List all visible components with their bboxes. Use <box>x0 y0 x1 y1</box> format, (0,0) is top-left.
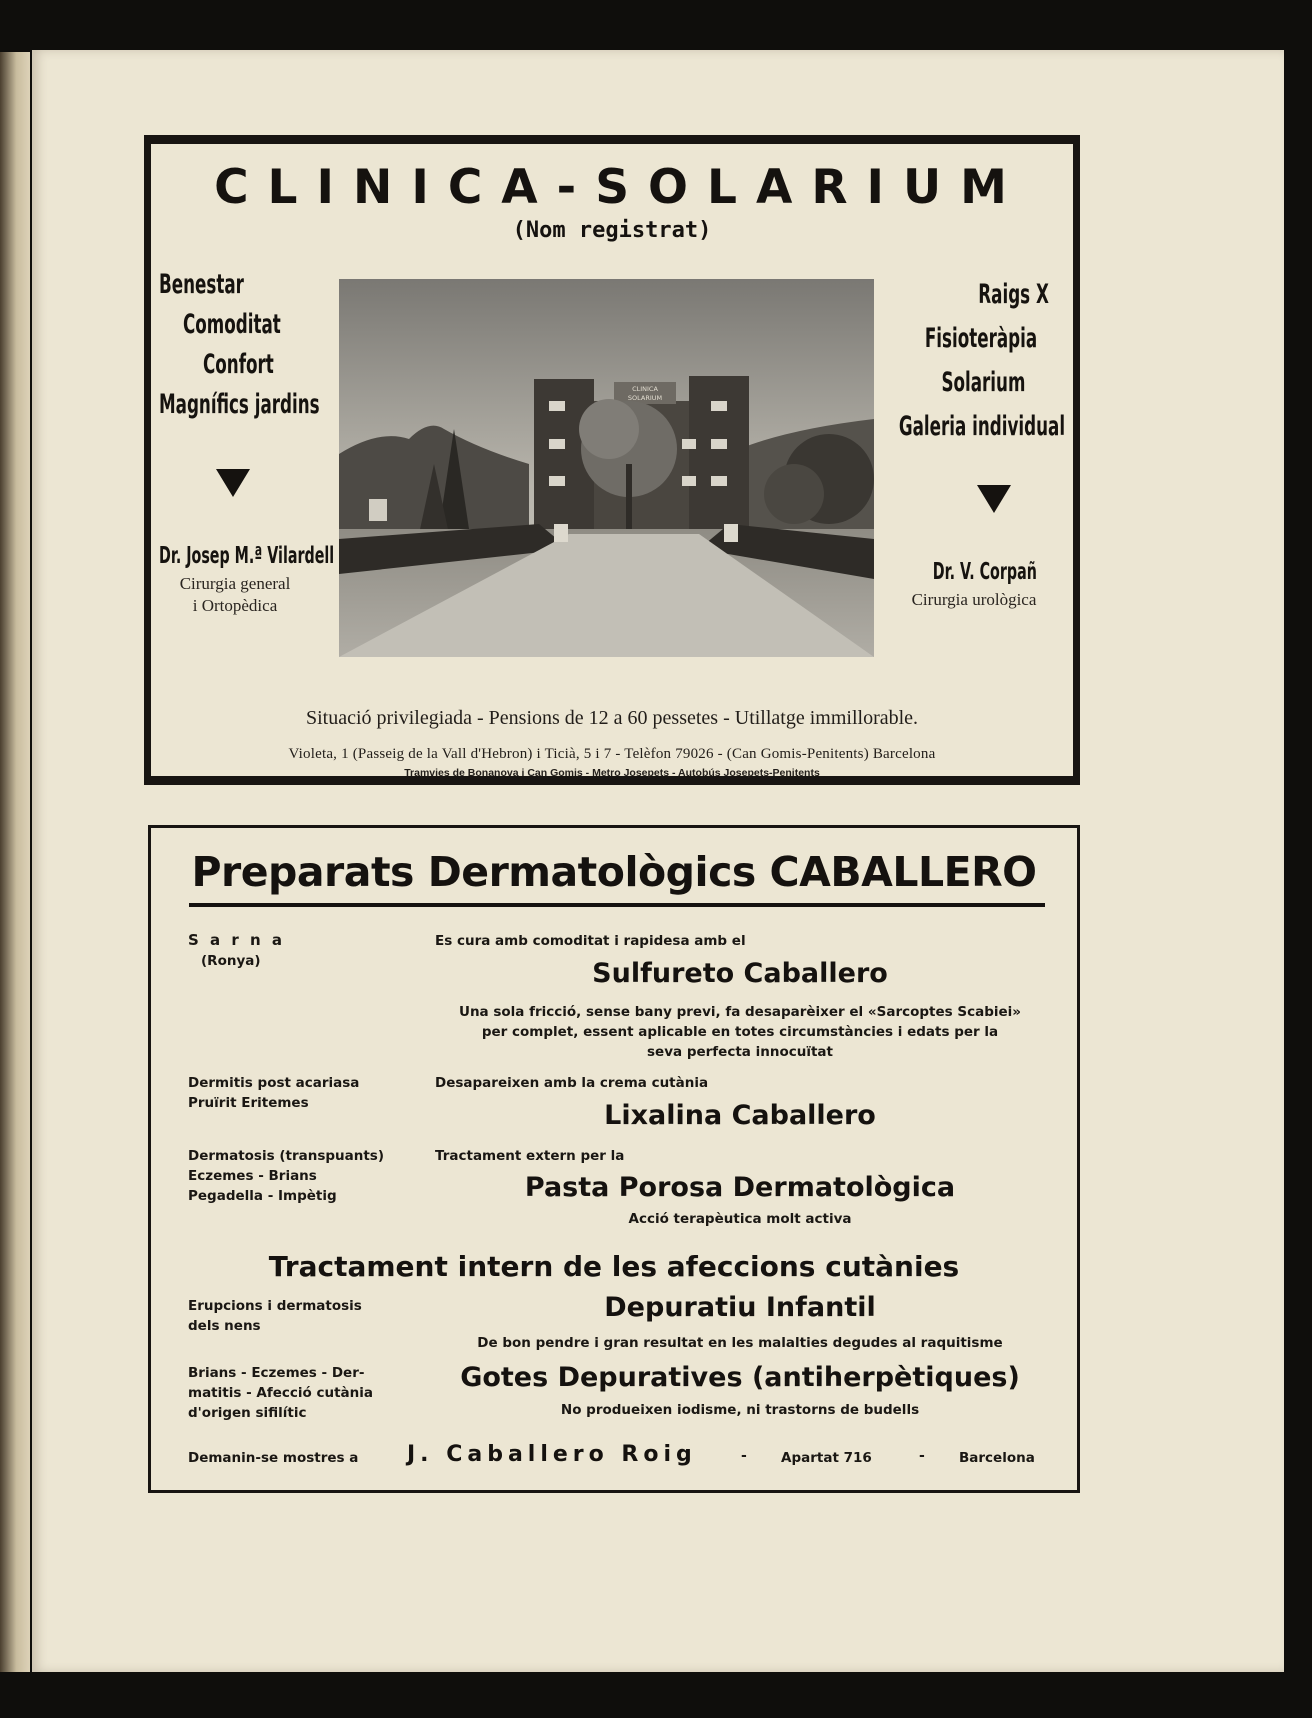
clinica-solarium-advertisement <box>144 135 1080 785</box>
clinic-situation-line: Situació privilegiada - Pensions de 12 a 60 pessetes - Utillatge immillorable. <box>305 707 919 729</box>
sulfureto-desc-1: Una sola fricció, sense bany previ, fa desaparèixer el «Sarcoptes Scabiei» <box>458 1004 1022 1020</box>
caballero-title: Preparats Dermatològics CABALLERO <box>191 848 1037 896</box>
dermitis-label-1: Dermitis post acariasa <box>188 1075 360 1091</box>
erupcions-label-1: Erupcions i dermatosis <box>188 1298 362 1314</box>
right-doctor-specialty: Cirurgia urològica <box>911 590 1037 609</box>
footer-request: Demanin-se mostres a <box>188 1450 359 1466</box>
depuratiu-product: Depuratiu Infantil <box>604 1292 876 1323</box>
down-triangle-icon <box>216 469 250 497</box>
brians-label-2: matitis - Afecció cutània <box>188 1385 373 1401</box>
feature-confort: Confort <box>203 349 274 380</box>
building-sign-line-2: SOLARIUM <box>627 394 663 402</box>
right-doctor-name: Dr. V. Corpañ <box>932 559 1037 585</box>
dermatosis-label-3: Pegadella - Impètig <box>188 1188 337 1204</box>
footer-separator-2: - <box>919 1448 925 1464</box>
feature-galeria: Galeria individual <box>898 411 1065 442</box>
dermatosis-label-2: Eczemes - Brians <box>188 1168 317 1184</box>
clinic-address: Violeta, 1 (Passeig de la Vall d'Hebron) i Ticià, 5 i 7 - Telèfon 79026 - (Can Gomis-Penitents) Barcelona <box>288 746 936 762</box>
gotes-product: Gotes Depuratives (antiherpètiques) <box>460 1362 1020 1393</box>
pasta-product: Pasta Porosa Dermatològica <box>524 1172 956 1203</box>
left-doctor-specialty-1: Cirurgia general <box>179 574 291 593</box>
feature-solarium: Solarium <box>941 367 1025 398</box>
lixalina-intro: Desapareixen amb la crema cutània <box>435 1075 709 1091</box>
left-doctor-name: Dr. Josep M.ª Vilardell <box>159 543 335 569</box>
footer-separator-1: - <box>741 1448 747 1464</box>
gotes-desc: No produeixen iodisme, ni trastorns de budells <box>560 1402 920 1418</box>
down-triangle-icon <box>977 485 1011 513</box>
caballero-advertisement <box>148 825 1080 1493</box>
erupcions-label-2: dels nens <box>188 1318 261 1334</box>
feature-benestar: Benestar <box>159 269 244 300</box>
clinic-subtitle: (Nom registrat) <box>512 218 712 243</box>
sulfureto-desc-3: seva perfecta innocuïtat <box>647 1044 833 1060</box>
brians-label-3: d'origen sifilític <box>188 1405 307 1421</box>
depuratiu-desc: De bon pendre i gran resultat en les malalties degudes al raquitisme <box>477 1335 1003 1351</box>
title-rule <box>189 903 1045 907</box>
sulfureto-desc-2: per complet, essent aplicable en totes circumstàncies i edats per la <box>481 1024 999 1040</box>
book-spine <box>0 52 30 1672</box>
clinic-building-photo <box>339 279 874 657</box>
feature-jardins: Magnífics jardins <box>159 389 320 420</box>
dermitis-label-2: Pruïrit Eritemes <box>188 1095 309 1111</box>
footer-box: Apartat 716 <box>781 1450 872 1466</box>
dermatosis-label-1: Dermatosis (transpuants) <box>188 1148 385 1164</box>
clinic-transport: Tramvies de Bonanova i Can Gomis - Metro Josepets - Autobús Josepets-Penitents <box>404 767 820 779</box>
sulfureto-intro: Es cura amb comoditat i rapidesa amb el <box>435 933 746 949</box>
feature-comoditat: Comoditat <box>183 309 281 340</box>
footer-company: J. Caballero Roig <box>407 1442 697 1467</box>
pasta-desc: Acció terapèutica molt activa <box>628 1211 852 1227</box>
sulfureto-product: Sulfureto Caballero <box>592 958 888 989</box>
clinic-title: CLINICA-SOLARIUM <box>214 160 1026 215</box>
lixalina-product: Lixalina Caballero <box>604 1100 876 1131</box>
ronya-label: (Ronya) <box>201 953 261 969</box>
left-doctor-specialty-2: i Ortopèdica <box>192 596 278 615</box>
sarna-label: S a r n a <box>188 931 286 949</box>
magazine-page <box>32 50 1284 1672</box>
feature-fisioterapia: Fisioteràpia <box>924 323 1037 354</box>
building-sign-line-1: CLINICA <box>632 385 658 393</box>
brians-label-1: Brians - Eczemes - Der- <box>188 1365 365 1381</box>
footer-city: Barcelona <box>959 1450 1035 1466</box>
pasta-intro: Tractament extern per la <box>435 1148 625 1164</box>
feature-raigs-x: Raigs X <box>978 279 1049 310</box>
intern-heading: Tractament intern de les afeccions cutànies <box>268 1250 960 1283</box>
